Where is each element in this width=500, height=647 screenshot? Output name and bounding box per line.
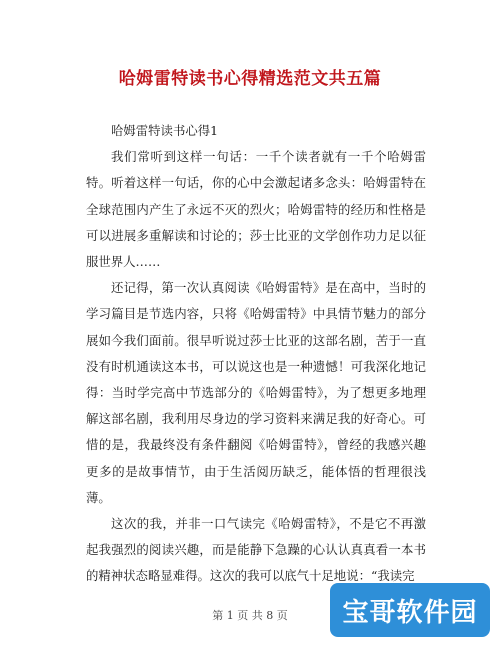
section-subheading: 哈姆雷特读书心得1 (111, 123, 219, 138)
watermark-logo (330, 583, 490, 637)
paragraph-3: 这次的我，并非一口气读完《哈姆雷特》，不是它不再激起我强烈的阅读兴趣，而是能静下急躁的心认认真真看一本书的精神状态略显难得。这次的我可以底气十足地说：“我读完 (86, 516, 426, 584)
watermark-text: 宝哥软件园 (342, 597, 478, 628)
paragraph-1: 我们常听到这样一句话：一千个读者就有一千个哈姆雷特。听着这样一句话，你的心中会激起诸多念头：哈姆雷特在全球范围内产生了永远不灭的烈火；哈姆雷特的经历和性格是可以进展多重解读和讨论的；莎士比亚的文学创作功力足以征服世界人…… (86, 149, 426, 270)
page-footer: 第 1 页 共 8 页 (212, 609, 288, 622)
document-title: 哈姆雷特读书心得精选范文共五篇 (118, 69, 382, 89)
paragraph-2: 还记得，第一次认真阅读《哈姆雷特》是在高中，当时的学习篇目是节选内容，只将《哈姆雷特》中具情节魅力的部分展如今我们面前。很早听说过莎士比亚的这部名剧，苦于一直没有时机通读这本书，可以说这也是一种遗憾！可我深化地记得：当时学完高中节选部分的《哈姆雷特》，为了想更多地理解这部名剧，我利用尽身边的学习资料来满足我的好奇心。可惜的是，我最终没有条件翻阅《哈姆雷特》，曾经的我感兴趣更多的是故事情节，由于生活阅历缺乏，能体悟的哲理很浅薄。 (86, 280, 426, 505)
document-body (86, 118, 426, 590)
